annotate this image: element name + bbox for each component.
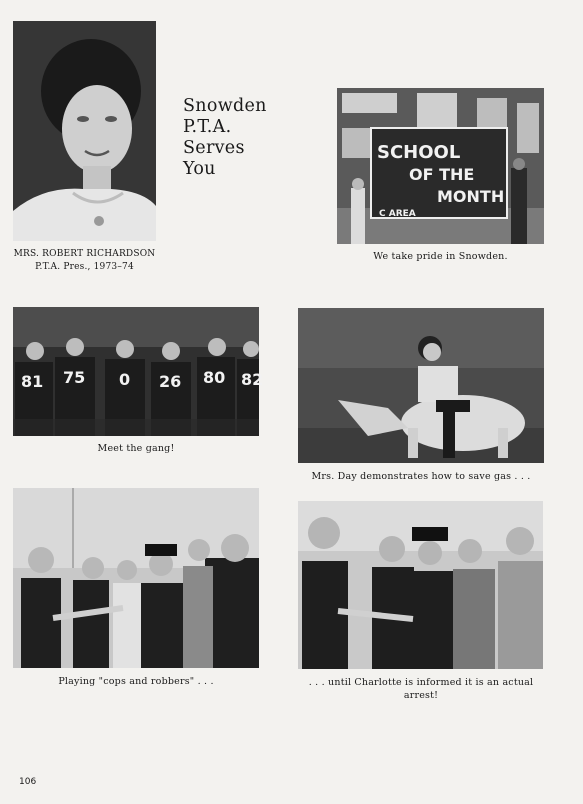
page-number: 106 xyxy=(19,777,37,787)
donkey-photo xyxy=(298,308,544,463)
sign-line-3: MONTH xyxy=(437,187,505,206)
gang-photo xyxy=(13,307,264,436)
heading-line: P.T.A. xyxy=(183,117,232,137)
cops-caption: Playing "cops and robbers" . . . xyxy=(58,676,214,687)
cops-photo xyxy=(13,488,259,668)
page-heading xyxy=(183,96,267,180)
arrest-photo xyxy=(298,501,543,669)
portrait-title: P.T.A. Pres., 1973–74 xyxy=(35,262,134,272)
school-sign-caption: We take pride in Snowden. xyxy=(373,251,508,262)
heading-line: Snowden xyxy=(183,96,267,116)
jersey-number: 81 xyxy=(21,372,44,391)
jersey-number: 75 xyxy=(63,368,86,387)
sign-line-2: OF THE xyxy=(409,165,475,184)
arrest-caption: . . . until Charlotte is informed it is an actual arrest! xyxy=(308,677,534,701)
sign-area: C AREA xyxy=(379,209,416,219)
jersey-number: 26 xyxy=(159,372,182,391)
jersey-number: 82 xyxy=(241,370,264,389)
school-sign-photo xyxy=(337,88,544,244)
portrait-photo xyxy=(13,21,156,241)
sign-line-1: SCHOOL xyxy=(377,142,461,163)
jersey-number: 0 xyxy=(119,370,131,389)
portrait-name: MRS. ROBERT RICHARDSON xyxy=(13,249,156,259)
heading-line: You xyxy=(183,159,216,179)
jersey-number: 80 xyxy=(203,368,226,387)
heading-line: Serves xyxy=(183,138,245,158)
gang-caption: Meet the gang! xyxy=(97,443,175,454)
donkey-caption: Mrs. Day demonstrates how to save gas . . . xyxy=(311,471,531,482)
